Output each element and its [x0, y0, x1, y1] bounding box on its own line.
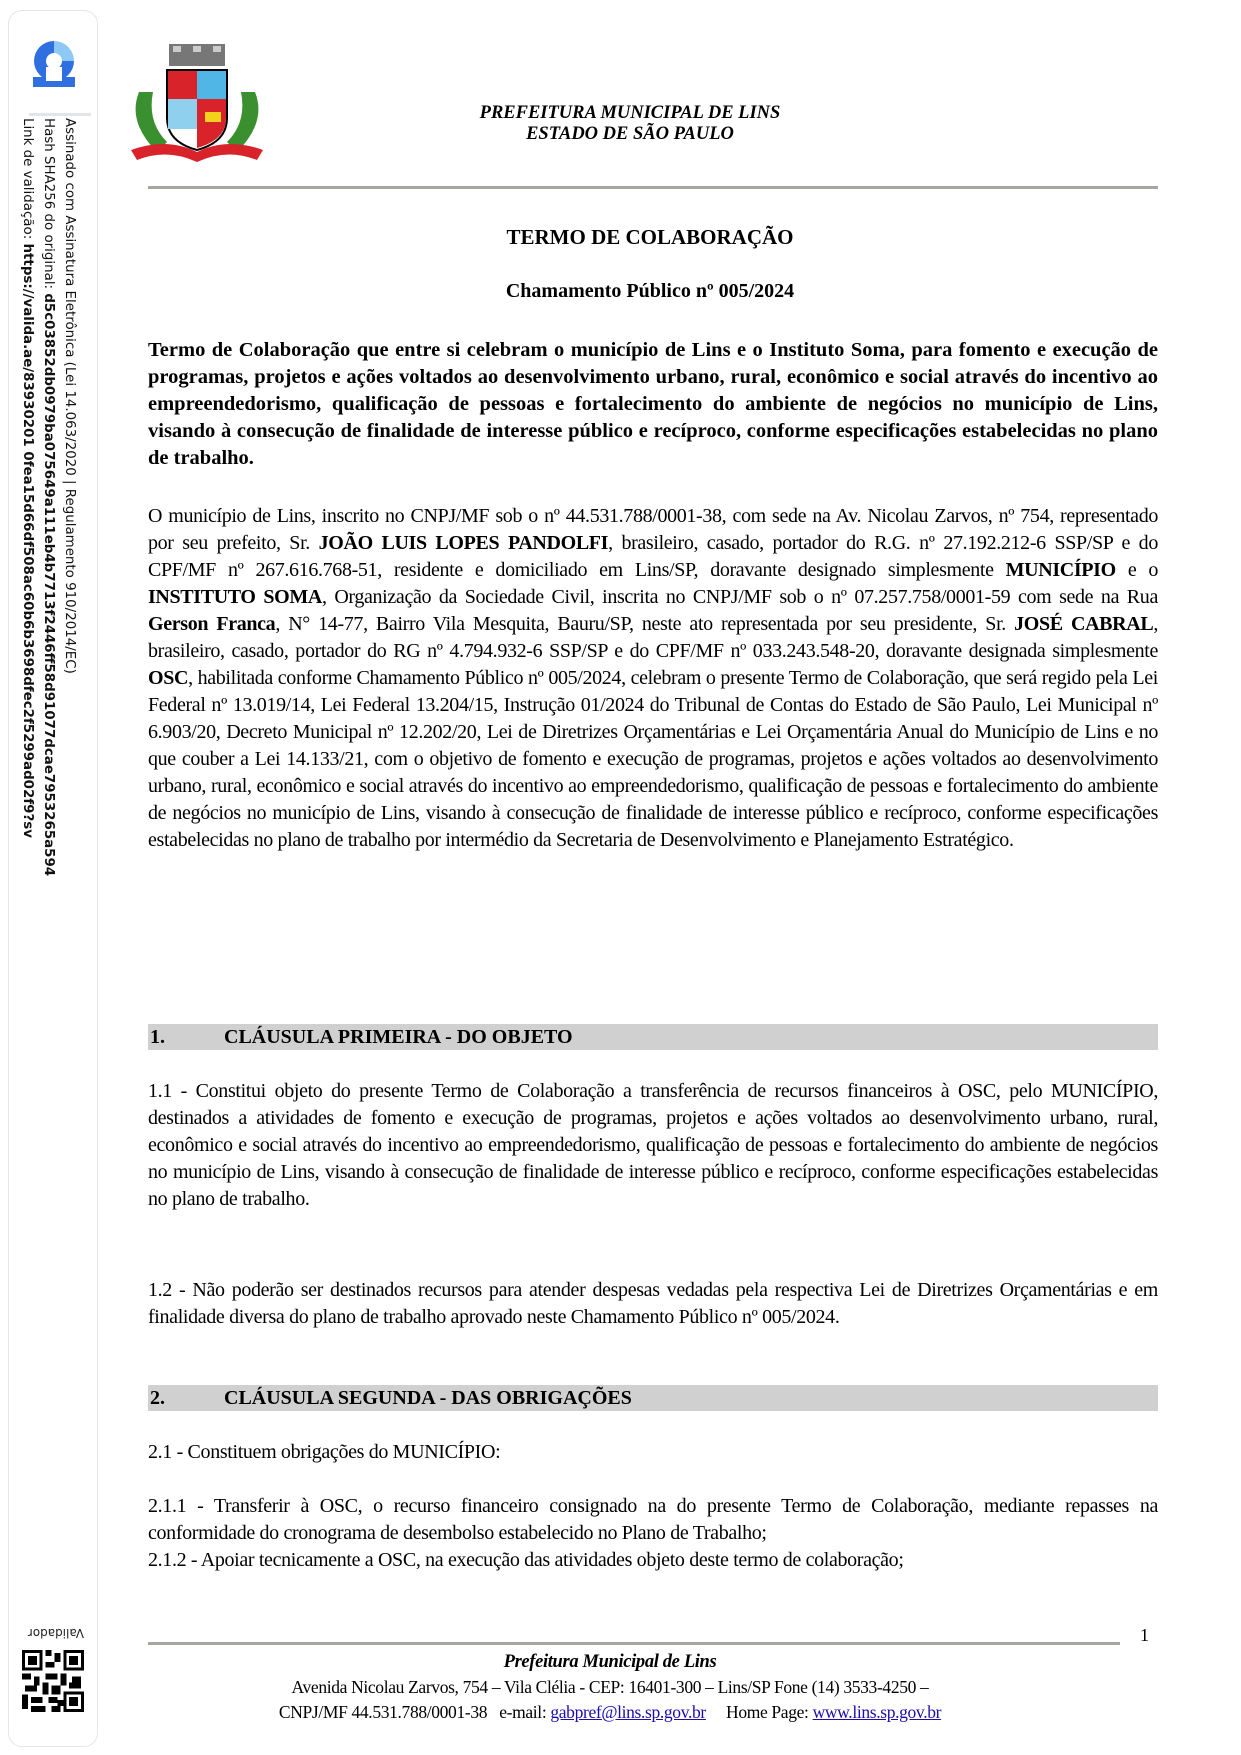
municipio-term: MUNICÍPIO	[1005, 559, 1116, 581]
signature-brand-logo-icon	[29, 37, 79, 93]
signature-hash: Hash SHA256 do original: d5c03852db0979ba075649a111eb4b7713f2446ff58d91077dcae7953265a594	[41, 118, 56, 877]
clause-2-1-1: 2.1.1 - Transferir à OSC, o recurso financeiro consignado na do presente Termo de Colaboração, mediante repasses na conformidade do cronograma de desembolso estabelecido no Plano de Trabalho;	[148, 1495, 1158, 1544]
document-subtitle: Chamamento Público nº 005/2024	[505, 280, 795, 302]
clause-1-2: 1.2 - Não poderão ser destinados recursos para atender despesas vedadas pela respectiva Lei de Diretrizes Orçamentárias e em finalidade diversa do plano de trabalho aprovado neste Chamamento Público nº 005/2024.	[148, 1279, 1158, 1328]
clause-2-1-2: 2.1.2 - Apoiar tecnicamente a OSC, na execução das atividades objeto deste termo de colaboração;	[148, 1549, 904, 1571]
qr-code-icon[interactable]	[22, 1650, 84, 1712]
validation-link[interactable]: https://valida.ae/83930201 0fea15d66df508ac60b6b3698dfec2f5299ad02f9?sv	[20, 243, 35, 838]
document-title: TERMO DE COLABORAÇÃO	[506, 225, 794, 249]
street-name: Gerson Franca	[148, 613, 276, 635]
footer-contacts: CNPJ/MF 44.531.788/0001-38 e-mail: gabpref@lins.sp.gov.br Home Page: www.lins.sp.gov.br	[278, 1702, 942, 1722]
hash-value: d5c03852db0979ba075649a111eb4b7713f2446ff58d91077dcae7953265a594	[41, 293, 56, 877]
footer-org-name: Prefeitura Municipal de Lins	[503, 1652, 717, 1672]
footer-cnpj: CNPJ/MF 44.531.788/0001-38	[278, 1702, 488, 1722]
section-heading-1: 1. CLÁUSULA PRIMEIRA - DO OBJETO	[148, 1024, 1158, 1050]
institute-name: INSTITUTO SOMA	[148, 586, 322, 608]
footer-address: Avenida Nicolau Zarvos, 754 – Vila Clélia - CEP: 16401-300 – Lins/SP Fone (14) 3533-4250 –	[291, 1677, 929, 1697]
header-divider	[148, 186, 1158, 189]
footer-homepage-link[interactable]: www.lins.sp.gov.br	[812, 1702, 942, 1722]
osc-term: OSC	[148, 667, 189, 689]
section-heading-2: 2. CLÁUSULA SEGUNDA - DAS OBRIGAÇÕES	[148, 1385, 1158, 1411]
president-name: JOSÉ CABRAL	[1014, 613, 1154, 635]
footer-divider	[148, 1642, 1120, 1645]
clause-2-1: 2.1 - Constituem obrigações do MUNICÍPIO:	[148, 1441, 501, 1463]
page-number: 1	[1140, 1625, 1149, 1645]
signature-validation-link: Link de validação: https://valida.ae/83930201 0fea15d66df508ac60b6b3698dfec2f5299ad02f9?sv	[20, 118, 35, 838]
header-org-line2: ESTADO DE SÃO PAULO	[526, 124, 734, 144]
mayor-name: JOÃO LUIS LOPES PANDOLFI	[318, 532, 609, 554]
sidebar-divider	[29, 113, 91, 116]
signature-law-text: Assinado com Assinatura Eletrônica (Lei 14.063/2020 | Regulamento 910/2014/EC)	[62, 118, 77, 674]
clause-2-1-group	[148, 1493, 1158, 1574]
signature-info	[12, 118, 82, 978]
municipal-crest-icon	[127, 42, 267, 164]
footer-email-link[interactable]: gabpref@lins.sp.gov.br	[550, 1702, 706, 1722]
page-footer	[140, 1650, 1080, 1725]
validator-label: Validador	[27, 1626, 84, 1640]
header-org-line1: PREFEITURA MUNICIPAL DE LINS	[479, 103, 781, 123]
preamble-paragraph: O município de Lins, inscrito no CNPJ/MF sob o nº 44.531.788/0001-38, com sede na Av. Nicolau Zarvos, nº 754, representado por seu prefeito, Sr. JOÃO LUIS LOPES PANDOLFI, brasileiro, casado, portador do R.G. nº 27.192.212-6 SSP/SP e do CPF/MF nº 267.616.768-51, residente e domiciliado em Lins/SP, doravante designado simplesmente MUNICÍPIO e o INSTITUTO SOMA, Organização da Sociedade Civil, inscrita no CNPJ/MF sob o nº 07.257.758/0001-59 com sede na Rua Gerson Franca, N° 14-77, Bairro Vila Mesquita, Bauru/SP, neste ato representada por seu presidente, Sr. JOSÉ CABRAL, brasileiro, casado, portador do RG nº 4.794.932-6 SSP/SP e do CPF/MF nº 033.243.548-20, doravante designada simplesmente OSC, habilitada conforme Chamamento Público nº 005/2024, celebram o presente Termo de Colaboração, que será regido pela Lei Federal nº 13.019/14, Lei Federal 13.204/15, Instrução 01/2024 do Tribunal de Contas do Estado de São Paulo, Lei Municipal nº 6.903/20, Decreto Municipal nº 12.202/20, Lei de Diretrizes Orçamentárias e Lei Orçamentária Anual do Município de Lins e no que couber a Lei 14.133/21, com o objetivo de fomento e execução de programas, projetos e ações voltados ao desenvolvimento urbano, rural, econômico e social através do incentivo ao empreendedorismo, qualificação de pessoas e fortalecimento do ambiente de negócios no município de Lins, visando à consecução de finalidade de interesse público e recíproco, conforme especificações estabelecidas no plano de trabalho por intermédio da Secretaria de Desenvolvimento e Planejamento Estratégico.	[148, 505, 1159, 851]
document-intro: Termo de Colaboração que entre si celebram o município de Lins e o Instituto Soma, para fomento e execução de programas, projetos e ações voltados ao desenvolvimento urbano, rural, econômico e social através do incentivo ao empreendedorismo, qualificação de pessoas e fortalecimento do ambiente de negócios no município de Lins, visando à consecução de finalidade de interesse público e recíproco, conforme especificações estabelecidas no plano de trabalho.	[148, 339, 1158, 469]
clause-1-1: 1.1 - Constitui objeto do presente Termo de Colaboração a transferência de recursos financeiros à OSC, pelo MUNICÍPIO, destinados a atividades de fomento e execução de programas, projetos e ações voltados ao desenvolvimento urbano, rural, econômico e social através do incentivo ao empreendedorismo, qualificação de pessoas e fortalecimento do ambiente de negócios no município de Lins, visando à consecução de finalidade de interesse público e recíproco, conforme especificações estabelecidas no plano de trabalho.	[148, 1080, 1158, 1210]
header-organization	[420, 103, 840, 145]
